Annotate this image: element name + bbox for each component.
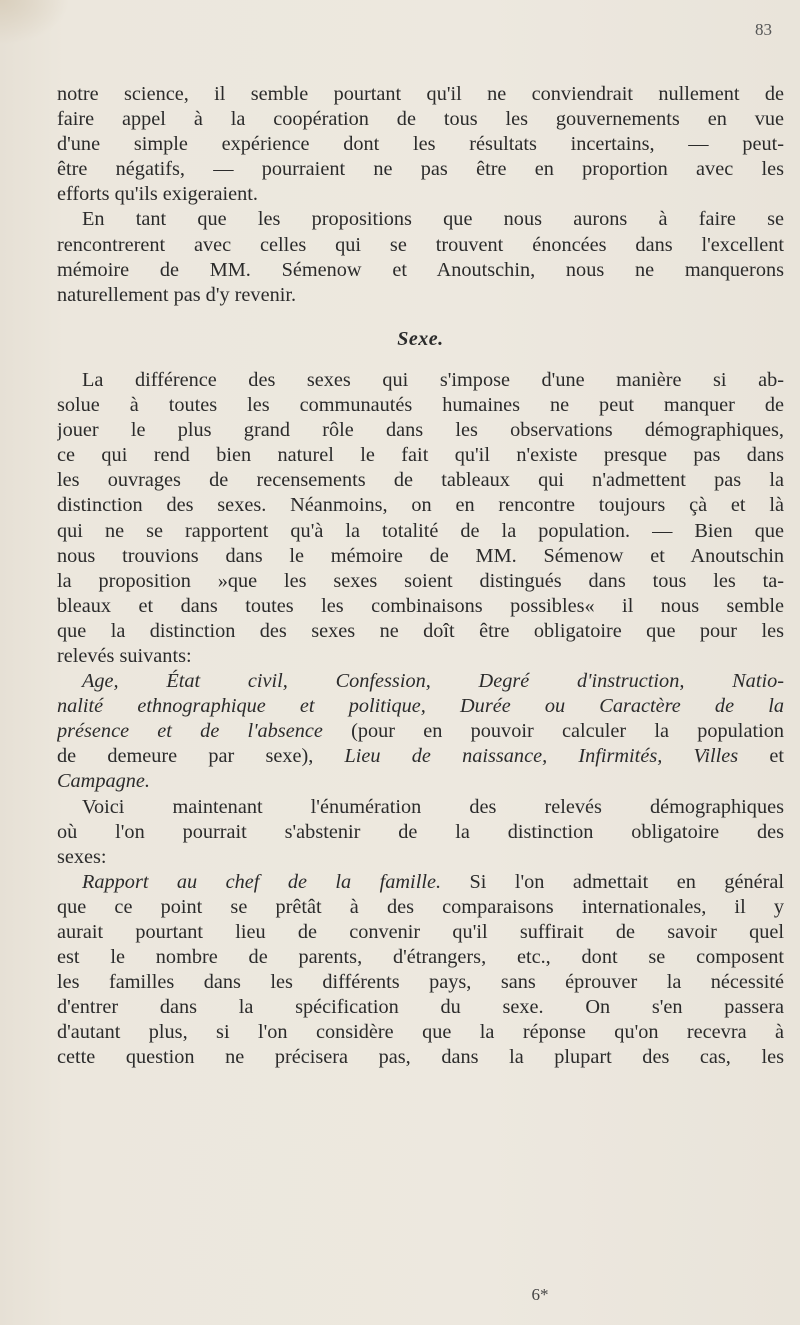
text-line: aurait pourtant lieu de convenir qu'il suffirait de savoir quel [57,921,784,943]
text-line: les ouvrages de recensements de tableaux qui n'admettent pas la [57,469,784,492]
text-line [57,870,784,895]
italic-text: Age, État civil, Confession, Degré d'instruction, Natio- [82,670,784,693]
signature-mark: 6* [531,1285,549,1304]
body-text [57,82,784,1071]
text-line: où l'on pourrait s'abstenir de la distinction obligatoire des [57,820,784,843]
paragraph-6 [57,870,784,1071]
text-line [57,669,784,694]
section-heading: Sexe. [397,327,444,350]
paragraph-4 [57,669,784,794]
text-line: d'entrer dans la spécification du sexe. On s'en passera [57,996,784,1019]
text-line: En tant que les propositions que nous aurons à faire se [82,208,784,231]
plain-text: (pour en pouvoir calculer la population [322,720,784,743]
text-line [57,769,784,794]
paragraph-1 [57,82,784,207]
text-line: solue à toutes les communautés humaines ne peut manquer de [57,394,784,417]
text-line: d'autant plus, si l'on considère que la réponse qu'on recevra à [57,1021,784,1044]
text-line: sexes: [57,845,107,868]
paragraph-2 [57,207,784,307]
text-line: que la distinction des sexes ne doît être obligatoire que pour les [57,619,784,642]
italic-text: Rapport au chef de la famille. [82,870,442,893]
paragraph-3 [57,368,784,669]
italic-text: nalité ethnographique et politique, Durée ou Caractère de la [57,695,784,718]
text-line: jouer le plus grand rôle dans les observations démographiques, [57,419,784,442]
text-line: relevés suivants: [57,644,192,667]
text-line: naturellement pas d'y revenir. [57,283,297,306]
text-line: d'une simple expérience dont les résultats incertains, — peut- [57,133,784,156]
text-line: est le nombre de parents, d'étrangers, etc., dont se composent [57,946,784,969]
text-line: être négatifs, — pourraient ne pas être en proportion avec les [57,158,784,181]
text-line: que ce point se prêtât à des comparaisons internationales, il y [57,895,784,918]
italic-text: Lieu de naissance, Infirmités, Villes [344,745,739,768]
text-line: notre science, il semble pourtant qu'il ne conviendrait nullement de [57,83,784,105]
italic-text: Campagne. [57,770,150,793]
italic-text: présence et de l'absence [57,720,323,743]
page-corner-stain [0,0,70,45]
text-line: bleaux et dans toutes les combinaisons possibles« il nous semble [57,594,784,617]
text-line: qui ne se rapportent qu'à la totalité de la population. — Bien que [57,519,784,542]
page-number: 83 [755,20,772,39]
text-line: ce qui rend bien naturel le fait qu'il n'existe presque pas dans [57,444,784,467]
text-line: efforts qu'ils exigeraient. [57,183,258,206]
plain-text: de demeure par sexe), [57,745,345,768]
text-line: distinction des sexes. Néanmoins, on en rencontre toujours çà et là [57,494,784,517]
text-line: rencontrerent avec celles qui se trouvent énoncées dans l'excellent [57,233,784,256]
text-line: faire appel à la coopération de tous les gouvernements en vue [57,108,784,131]
text-line: la proposition »que les sexes soient distingués dans tous les ta- [57,569,784,592]
text-line: les familles dans les différents pays, sans éprouver la nécessité [57,971,784,994]
text-line: nous trouvions dans le mémoire de MM. Sémenow et Anoutschin [57,544,784,567]
text-line: Voici maintenant l'énumération des relevés démographiques [82,795,784,818]
text-line: La différence des sexes qui s'impose d'une manière si ab- [82,368,784,391]
text-line [57,744,784,769]
text-line [57,694,784,719]
text-line: mémoire de MM. Sémenow et Anoutschin, nous ne manquerons [57,258,784,281]
text-line: cette question ne précisera pas, dans la plupart des cas, les [57,1046,784,1069]
plain-text: Si l'on admettait en général [441,870,784,893]
plain-text: et [738,745,784,768]
text-line [57,719,784,744]
paragraph-5 [57,795,784,870]
